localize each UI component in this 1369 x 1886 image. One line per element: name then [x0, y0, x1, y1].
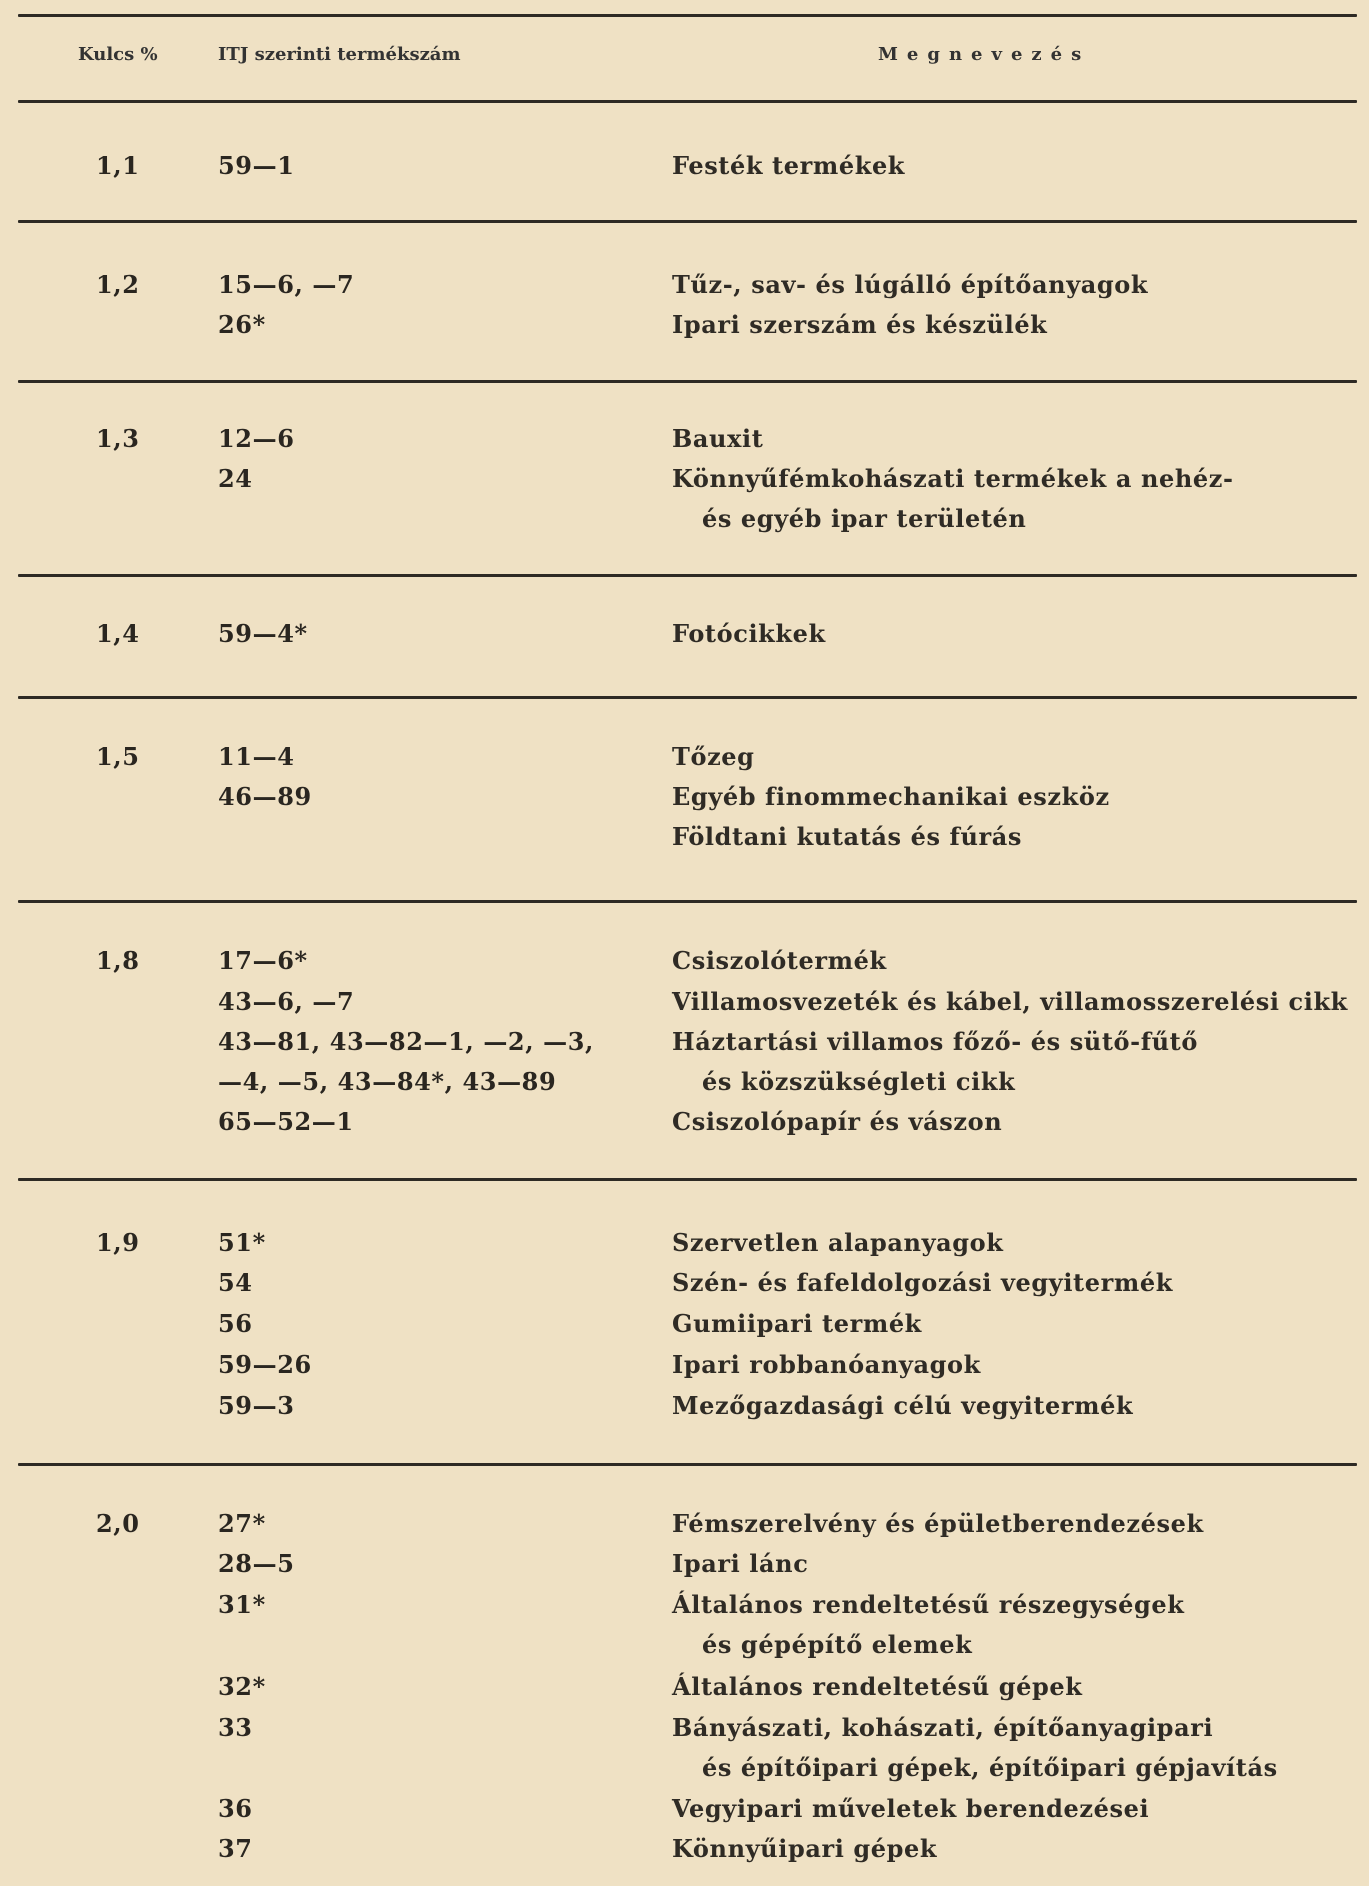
- product-name: Bányászati, kohászati, építőanyagipari és építőipari gépek, építőipari gépjavítás: [672, 1708, 1213, 1748]
- table-row: [0, 1504, 1369, 1544]
- product-name: Földtani kutatás és fúrás: [672, 822, 1023, 851]
- product-number: 59—1: [218, 151, 295, 180]
- header-kulcs: Kulcs %: [78, 44, 158, 65]
- header-megnevezes: Megnevezés: [878, 44, 1091, 65]
- product-number: 59—3: [218, 1391, 295, 1420]
- kulcs-value: 1,2: [96, 270, 140, 299]
- product-number: 11—4: [218, 742, 295, 771]
- table-row: [0, 1304, 1369, 1344]
- product-name-cont: és közszükségleti cikk: [702, 1067, 1016, 1096]
- table-row: [0, 1263, 1369, 1303]
- table-row: [0, 1708, 1369, 1782]
- product-number: 36: [218, 1794, 253, 1823]
- product-number: 65—52—1: [218, 1107, 354, 1136]
- section-rule: [18, 100, 1357, 103]
- product-number: 37: [218, 1834, 253, 1863]
- section-rule: [18, 900, 1357, 903]
- product-name: Könnyűipari gépek: [672, 1834, 938, 1863]
- product-number: 43—81, 43—82—1, —2, —3,: [218, 1027, 594, 1056]
- product-number: 31*: [218, 1590, 266, 1619]
- kulcs-value: 1,5: [96, 742, 140, 771]
- table-row: [0, 419, 1369, 459]
- product-number: 51*: [218, 1228, 266, 1257]
- table-row: [0, 1022, 1369, 1096]
- product-name: Fotócikkek: [672, 619, 826, 648]
- table-row: [0, 941, 1369, 981]
- product-number: 59—26: [218, 1350, 312, 1379]
- section-rule: [18, 380, 1357, 383]
- product-number: 46—89: [218, 782, 312, 811]
- section-rule: [18, 1463, 1357, 1466]
- product-number: 12—6: [218, 424, 295, 453]
- product-number: 33: [218, 1713, 253, 1742]
- product-number: 28—5: [218, 1549, 295, 1578]
- section-rule: [18, 574, 1357, 577]
- table-row: [0, 817, 1369, 857]
- table-row: [0, 459, 1369, 533]
- kulcs-value: 1,9: [96, 1228, 140, 1257]
- kulcs-value: 1,8: [96, 946, 140, 975]
- kulcs-value: 1,3: [96, 424, 140, 453]
- kulcs-value: 1,1: [96, 151, 140, 180]
- table-row: [0, 1102, 1369, 1142]
- table-row: [0, 1345, 1369, 1385]
- product-name: Ipari lánc: [672, 1549, 809, 1578]
- section-rule: [18, 220, 1357, 223]
- table-row: [0, 305, 1369, 345]
- product-name: Csiszolótermék: [672, 946, 887, 975]
- table-row: [0, 614, 1369, 654]
- product-name: Vegyipari műveletek berendezései: [672, 1794, 1150, 1823]
- product-name: Szén- és fafeldolgozási vegyitermék: [672, 1268, 1173, 1297]
- product-name: Általános rendeltetésű részegységek és gépépítő elemek: [672, 1585, 1184, 1625]
- product-number: 15—6, —7: [218, 270, 355, 299]
- product-name: Általános rendeltetésű gépek: [672, 1672, 1083, 1701]
- table-row: [0, 146, 1369, 186]
- table-row: [0, 1667, 1369, 1707]
- table-row: [0, 1223, 1369, 1263]
- product-number-cont: —4, —5, 43—84*, 43—89: [218, 1067, 557, 1096]
- table-row: [0, 982, 1369, 1022]
- product-number: 27*: [218, 1509, 266, 1538]
- table-row: [0, 1544, 1369, 1584]
- table-row: [0, 1386, 1369, 1426]
- product-number: 17—6*: [218, 946, 308, 975]
- product-name: Háztartási villamos főző- és sütő-fűtő és közszükségleti cikk: [672, 1022, 1198, 1062]
- product-name: Ipari robbanóanyagok: [672, 1350, 981, 1379]
- section-rule: [18, 696, 1357, 699]
- table-row: [0, 1585, 1369, 1659]
- product-name: Ipari szerszám és készülék: [672, 310, 1048, 339]
- table-row: [0, 265, 1369, 305]
- product-name: Tőzeg: [672, 742, 755, 771]
- table-row: [0, 1829, 1369, 1869]
- product-number: 26*: [218, 310, 266, 339]
- product-name-cont: és építőipari gépek, építőipari gépjavítás: [702, 1753, 1278, 1782]
- product-name: Csiszolópapír és vászon: [672, 1107, 1003, 1136]
- table-row: [0, 1789, 1369, 1829]
- product-number: 59—4*: [218, 619, 308, 648]
- product-name: Festék termékek: [672, 151, 906, 180]
- product-name: Tűz-, sav- és lúgálló építőanyagok: [672, 270, 1149, 299]
- product-name-cont: és egyéb ipar területén: [702, 504, 1027, 533]
- product-name: Könnyűfémkohászati termékek a nehéz- és egyéb ipar területén: [672, 459, 1234, 499]
- section-rule: [18, 1178, 1357, 1181]
- product-number: 43—6, —7: [218, 987, 355, 1016]
- product-name: Fémszerelvény és épületberendezések: [672, 1509, 1204, 1538]
- product-name: Szervetlen alapanyagok: [672, 1228, 1004, 1257]
- kulcs-value: 2,0: [96, 1509, 140, 1538]
- header-itj: ITJ szerinti termékszám: [218, 44, 461, 65]
- table-header: [0, 44, 1369, 72]
- product-name: Mezőgazdasági célú vegyitermék: [672, 1391, 1134, 1420]
- product-number: 54: [218, 1268, 253, 1297]
- top-rule: [18, 14, 1357, 17]
- product-number: 32*: [218, 1672, 266, 1701]
- table-row: [0, 777, 1369, 817]
- product-name: Gumiipari termék: [672, 1309, 922, 1338]
- product-name: Egyéb finommechanikai eszköz: [672, 782, 1110, 811]
- kulcs-value: 1,4: [96, 619, 140, 648]
- product-name: Villamosvezeték és kábel, villamosszerelési cikk: [672, 987, 1348, 1016]
- product-name: Bauxit: [672, 424, 764, 453]
- product-name-cont: és gépépítő elemek: [702, 1630, 973, 1659]
- product-number: 24: [218, 464, 253, 493]
- table-row: [0, 737, 1369, 777]
- product-number: 56: [218, 1309, 253, 1338]
